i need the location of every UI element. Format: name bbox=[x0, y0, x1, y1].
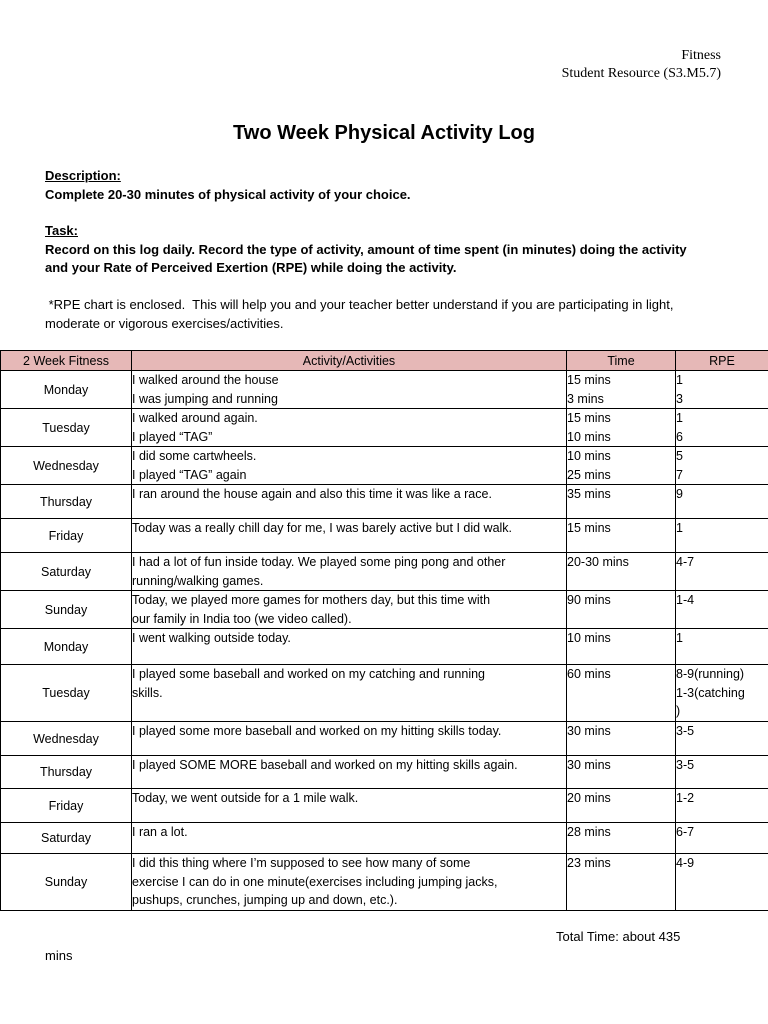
activity-log-table bbox=[0, 350, 768, 911]
rpe-cell bbox=[676, 591, 768, 629]
time-cell bbox=[567, 485, 676, 519]
rpe-cell bbox=[676, 519, 768, 553]
day-cell: Sunday bbox=[1, 591, 132, 629]
day-cell: Sunday bbox=[1, 854, 132, 911]
activity-cell bbox=[132, 756, 567, 789]
activity-line: I was jumping and running bbox=[132, 391, 278, 406]
time-cell bbox=[567, 789, 676, 823]
activity-line: running/walking games. bbox=[132, 573, 264, 588]
time-cell bbox=[567, 629, 676, 665]
activity-line: our family in India too (we video called). bbox=[132, 611, 352, 626]
rpe-note-line1: *RPE chart is enclosed. This will help you and your teacher better understand if you are participating in light, bbox=[45, 297, 674, 312]
rpe-line: 1 bbox=[676, 411, 683, 425]
rpe-cell bbox=[676, 854, 768, 911]
rpe-line: 1 bbox=[676, 521, 683, 535]
time-line: 10 mins bbox=[567, 429, 611, 444]
rpe-cell bbox=[676, 722, 768, 756]
day-cell: Friday bbox=[1, 789, 132, 823]
activity-line: I ran around the house again and also this time it was like a race. bbox=[132, 487, 492, 501]
activity-cell bbox=[132, 553, 567, 591]
rpe-line: 3-5 bbox=[676, 724, 695, 738]
rpe-line: 1-3(catching bbox=[676, 685, 745, 700]
time-cell bbox=[567, 591, 676, 629]
description-text: Complete 20-30 minutes of physical activity of your choice. bbox=[45, 186, 411, 202]
time-line: 20 mins bbox=[567, 791, 611, 805]
activity-cell bbox=[132, 629, 567, 665]
activity-cell bbox=[132, 485, 567, 519]
rpe-line: 1-2 bbox=[676, 791, 695, 805]
day-cell: Thursday bbox=[1, 485, 132, 519]
time-cell bbox=[567, 665, 676, 722]
rpe-line: 1 bbox=[676, 631, 683, 645]
time-cell bbox=[567, 756, 676, 789]
time-cell bbox=[567, 553, 676, 591]
activity-line: I did some cartwheels. bbox=[132, 449, 257, 463]
time-line: 10 mins bbox=[567, 631, 611, 645]
rpe-line: 1 bbox=[676, 373, 683, 387]
table-row bbox=[1, 789, 768, 823]
day-cell: Tuesday bbox=[1, 409, 132, 447]
table-row bbox=[1, 519, 768, 553]
day-cell: Tuesday bbox=[1, 665, 132, 722]
table-row bbox=[1, 591, 768, 629]
rpe-line: 7 bbox=[676, 467, 683, 482]
activity-line: I played “TAG” bbox=[132, 429, 213, 444]
total-time: Total Time: about 435 bbox=[556, 929, 681, 944]
rpe-cell bbox=[676, 789, 768, 823]
rpe-note bbox=[45, 296, 735, 333]
activity-cell bbox=[132, 823, 567, 854]
day-cell: Monday bbox=[1, 371, 132, 409]
activity-cell bbox=[132, 409, 567, 447]
day-cell: Thursday bbox=[1, 756, 132, 789]
activity-line: Today, we played more games for mothers day, but this time with bbox=[132, 593, 491, 607]
time-line: 60 mins bbox=[567, 667, 611, 681]
rpe-cell bbox=[676, 823, 768, 854]
rpe-line: 8-9(running) bbox=[676, 667, 745, 681]
time-cell bbox=[567, 409, 676, 447]
header-rpe: RPE bbox=[676, 351, 768, 371]
table-header-row bbox=[1, 351, 768, 371]
page-title: Two Week Physical Activity Log bbox=[233, 122, 535, 144]
rpe-cell bbox=[676, 485, 768, 519]
header-time: Time bbox=[567, 351, 676, 371]
activity-cell bbox=[132, 447, 567, 485]
activity-cell bbox=[132, 722, 567, 756]
rpe-line: 3 bbox=[676, 391, 683, 406]
time-line: 35 mins bbox=[567, 487, 611, 501]
rpe-cell bbox=[676, 409, 768, 447]
time-line: 28 mins bbox=[567, 825, 611, 839]
description-label: Description: bbox=[45, 168, 121, 183]
rpe-line: 6-7 bbox=[676, 825, 695, 839]
description-section bbox=[45, 167, 411, 204]
table-row bbox=[1, 629, 768, 665]
table-row bbox=[1, 553, 768, 591]
document-header bbox=[562, 47, 721, 83]
time-line: 30 mins bbox=[567, 758, 611, 772]
activity-line: Today was a really chill day for me, I was barely active but I did walk. bbox=[132, 521, 513, 535]
rpe-note-line2: moderate or vigorous exercises/activities. bbox=[45, 315, 284, 331]
activity-cell bbox=[132, 854, 567, 911]
activity-line: Today, we went outside for a 1 mile walk. bbox=[132, 791, 359, 805]
time-line: 3 mins bbox=[567, 391, 604, 406]
rpe-line: 5 bbox=[676, 449, 683, 463]
activity-line: skills. bbox=[132, 685, 163, 700]
activity-cell bbox=[132, 371, 567, 409]
day-cell: Friday bbox=[1, 519, 132, 553]
time-line: 23 mins bbox=[567, 856, 611, 870]
time-line: 10 mins bbox=[567, 449, 611, 463]
task-label: Task: bbox=[45, 223, 78, 238]
activity-line: I played some more baseball and worked on my hitting skills today. bbox=[132, 724, 502, 738]
time-line: 15 mins bbox=[567, 373, 611, 387]
header-resource-code: Student Resource (S3.M5.7) bbox=[561, 66, 721, 81]
table-row bbox=[1, 409, 768, 447]
rpe-cell bbox=[676, 756, 768, 789]
time-line: 30 mins bbox=[567, 724, 611, 738]
activity-line: I ran a lot. bbox=[132, 825, 188, 839]
task-text-line2: and your Rate of Perceived Exertion (RPE) while doing the activity. bbox=[45, 260, 457, 275]
task-section bbox=[45, 222, 687, 278]
rpe-line: 4-9 bbox=[676, 856, 695, 870]
day-cell: Saturday bbox=[1, 823, 132, 854]
day-cell: Wednesday bbox=[1, 722, 132, 756]
activity-line: I had a lot of fun inside today. We played some ping pong and other bbox=[132, 555, 506, 569]
rpe-line: ) bbox=[676, 704, 681, 718]
activity-line: I played SOME MORE baseball and worked on my hitting skills again. bbox=[132, 758, 518, 772]
rpe-cell bbox=[676, 553, 768, 591]
table-row bbox=[1, 722, 768, 756]
time-cell bbox=[567, 447, 676, 485]
time-cell bbox=[567, 823, 676, 854]
time-cell bbox=[567, 371, 676, 409]
time-line: 15 mins bbox=[567, 521, 611, 535]
total-time-unit: mins bbox=[45, 948, 73, 963]
rpe-cell bbox=[676, 447, 768, 485]
table-row bbox=[1, 447, 768, 485]
rpe-line: 9 bbox=[676, 487, 683, 501]
header-activity: Activity/Activities bbox=[132, 351, 567, 371]
day-cell: Wednesday bbox=[1, 447, 132, 485]
activity-cell bbox=[132, 591, 567, 629]
table-row bbox=[1, 485, 768, 519]
table-row bbox=[1, 823, 768, 854]
activity-line: pushups, crunches, jumping up and down, etc.). bbox=[132, 893, 398, 907]
rpe-line: 4-7 bbox=[676, 555, 695, 569]
task-text-line1: Record on this log daily. Record the type of activity, amount of time spent (in minutes) doing the activity bbox=[45, 241, 687, 257]
time-cell bbox=[567, 722, 676, 756]
time-line: 15 mins bbox=[567, 411, 611, 425]
activity-line: I walked around again. bbox=[132, 411, 258, 425]
header-subject: Fitness bbox=[681, 48, 721, 63]
activity-cell bbox=[132, 789, 567, 823]
time-line: 20-30 mins bbox=[567, 555, 629, 569]
time-cell bbox=[567, 519, 676, 553]
activity-line: I went walking outside today. bbox=[132, 631, 291, 645]
time-line: 90 mins bbox=[567, 593, 611, 607]
activity-line: I did this thing where I’m supposed to see how many of some bbox=[132, 856, 471, 870]
table-row bbox=[1, 665, 768, 722]
table-row bbox=[1, 371, 768, 409]
time-line: 25 mins bbox=[567, 467, 611, 482]
header-week: 2 Week Fitness bbox=[1, 351, 132, 371]
activity-line: I walked around the house bbox=[132, 373, 279, 387]
day-cell: Monday bbox=[1, 629, 132, 665]
table-row bbox=[1, 854, 768, 911]
time-cell bbox=[567, 854, 676, 911]
day-cell: Saturday bbox=[1, 553, 132, 591]
rpe-line: 6 bbox=[676, 429, 683, 444]
activity-line: I played “TAG” again bbox=[132, 467, 247, 482]
activity-cell bbox=[132, 665, 567, 722]
activity-line: I played some baseball and worked on my catching and running bbox=[132, 667, 485, 681]
rpe-cell bbox=[676, 665, 768, 722]
table-row bbox=[1, 756, 768, 789]
activity-line: exercise I can do in one minute(exercises including jumping jacks, bbox=[132, 874, 498, 889]
rpe-line: 3-5 bbox=[676, 758, 695, 772]
activity-cell bbox=[132, 519, 567, 553]
rpe-cell bbox=[676, 371, 768, 409]
rpe-cell bbox=[676, 629, 768, 665]
rpe-line: 1-4 bbox=[676, 593, 695, 607]
